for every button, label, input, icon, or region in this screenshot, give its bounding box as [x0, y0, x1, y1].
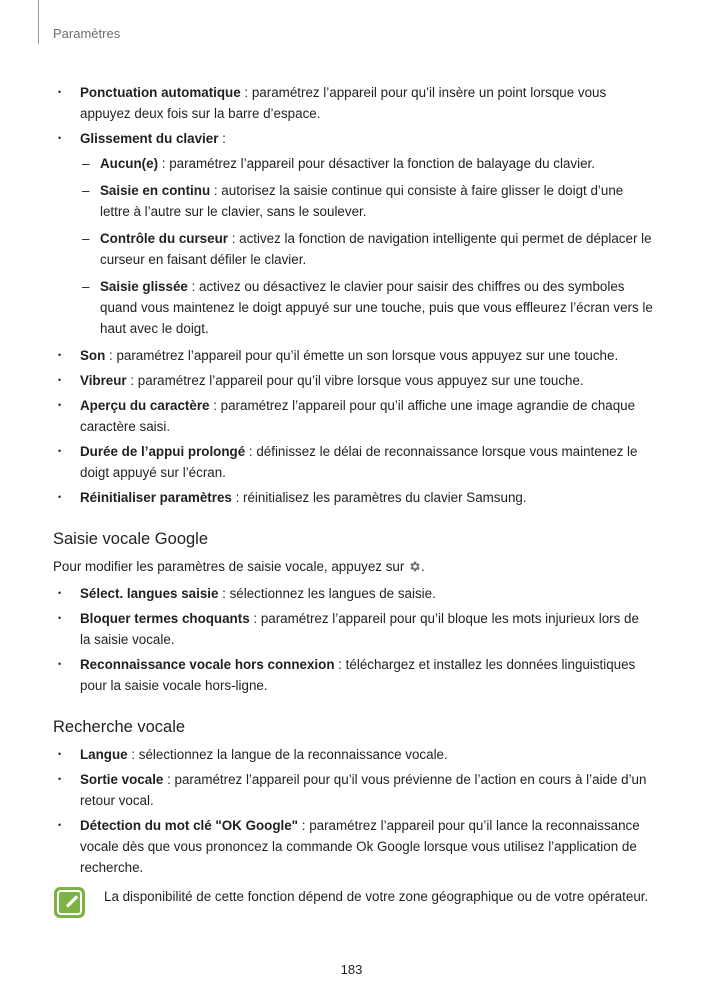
item-term: Bloquer termes choquants [80, 611, 250, 626]
item-term: Saisie en continu [100, 183, 211, 198]
item-term: Sélect. langues saisie [80, 586, 219, 601]
item-term: Saisie glissée [100, 279, 188, 294]
item-text: : paramétrez l’appareil pour qu’il lance la reconnaissance vocale dès que vous prononcez la commande Ok Google lorsque vous utilisez l’application de recherche. [80, 818, 640, 875]
item-term: Reconnaissance vocale hors connexion [80, 657, 335, 672]
item-text: : sélectionnez la langue de la reconnaissance vocale. [127, 747, 448, 762]
list-item [53, 370, 653, 391]
section-heading-voice-search: Recherche vocale [53, 718, 186, 736]
list-item [53, 82, 653, 124]
note-pencil-icon [53, 886, 86, 919]
item-text: : téléchargez et installez les données linguistiques pour la saisie vocale hors-ligne. [80, 657, 636, 693]
sub-list-item [53, 153, 653, 174]
list-item [53, 583, 653, 604]
item-term: Aucun(e) [100, 156, 159, 171]
page-content [53, 82, 653, 928]
list-item [53, 815, 653, 878]
list-item [53, 744, 653, 765]
list-item [53, 128, 653, 149]
item-text: : sélectionnez les langues de saisie. [218, 586, 436, 601]
item-text: : paramétrez l’appareil pour qu’il affiche une image agrandie de chaque caractère saisi. [80, 398, 636, 434]
note-box [53, 886, 653, 928]
intro-end: . [421, 559, 425, 574]
item-term: Vibreur [80, 373, 127, 388]
item-term: Détection du mot clé "OK Google" [80, 818, 299, 833]
list-item [53, 654, 653, 696]
section-heading-google-voice: Saisie vocale Google [53, 530, 209, 548]
item-term: Glissement du clavier [80, 131, 219, 146]
note-text: La disponibilité de cette fonction dépend de votre zone géographique ou de votre opérateur. [104, 889, 649, 904]
item-term: Son [80, 348, 106, 363]
item-text: : paramétrez l’appareil pour qu’il vous prévienne de l’action en cours à l’aide d’un retour vocal. [80, 772, 647, 808]
item-term: Durée de l’appui prolongé [80, 444, 246, 459]
item-term: Sortie vocale [80, 772, 164, 787]
page-header-title: Paramètres [53, 26, 121, 41]
item-term: Contrôle du curseur [100, 231, 228, 246]
item-term: Aperçu du caractère [80, 398, 210, 413]
list-item [53, 769, 653, 811]
sub-list-item [53, 276, 653, 339]
gear-icon [408, 560, 421, 573]
sub-list-item [53, 180, 653, 222]
item-text: : paramétrez l’appareil pour qu’il vibre lorsque vous appuyez sur une touche. [126, 373, 584, 388]
intro-text: Pour modifier les paramètres de saisie vocale, appuyez sur [53, 559, 409, 574]
section-intro [53, 556, 653, 577]
list-item [53, 608, 653, 650]
sub-list-item [53, 228, 653, 270]
item-term: Ponctuation automatique [80, 85, 241, 100]
list-item [53, 395, 653, 437]
item-text: : paramétrez l’appareil pour qu’il bloque les mots injurieux lors de la saisie vocale. [80, 611, 639, 647]
item-text: : autorisez la saisie continue qui consiste à faire glisser le doigt d’une lettre à l’autre sur le clavier, sans le soulever. [100, 183, 624, 219]
list-item [53, 441, 653, 483]
header-rule [38, 0, 39, 44]
item-term: Langue [80, 747, 128, 762]
item-text: : définissez le délai de reconnaissance lorsque vous maintenez le doigt appuyé sur l’écran. [80, 444, 638, 480]
item-text: : [218, 131, 226, 146]
item-text: : paramétrez l’appareil pour qu’il émette un son lorsque vous appuyez sur une touche. [105, 348, 619, 363]
item-text: : réinitialisez les paramètres du clavier Samsung. [231, 490, 527, 505]
item-text: : activez ou désactivez le clavier pour saisir des chiffres ou des symboles quand vous maintenez le doigt appuyé sur une touche, puis que vous effleurez l’écran vers le haut avec le doigt. [100, 279, 653, 336]
item-text: : activez la fonction de navigation intelligente qui permet de déplacer le curseur en faisant défiler le clavier. [100, 231, 652, 267]
list-item [53, 487, 653, 508]
item-text: : paramétrez l’appareil pour qu’il insère un point lorsque vous appuyez deux fois sur la barre d’espace. [80, 85, 607, 121]
item-text: : paramétrez l’appareil pour désactiver la fonction de balayage du clavier. [158, 156, 595, 171]
item-term: Réinitialiser paramètres [80, 490, 232, 505]
page-number: 183 [340, 962, 363, 977]
list-item [53, 345, 653, 366]
